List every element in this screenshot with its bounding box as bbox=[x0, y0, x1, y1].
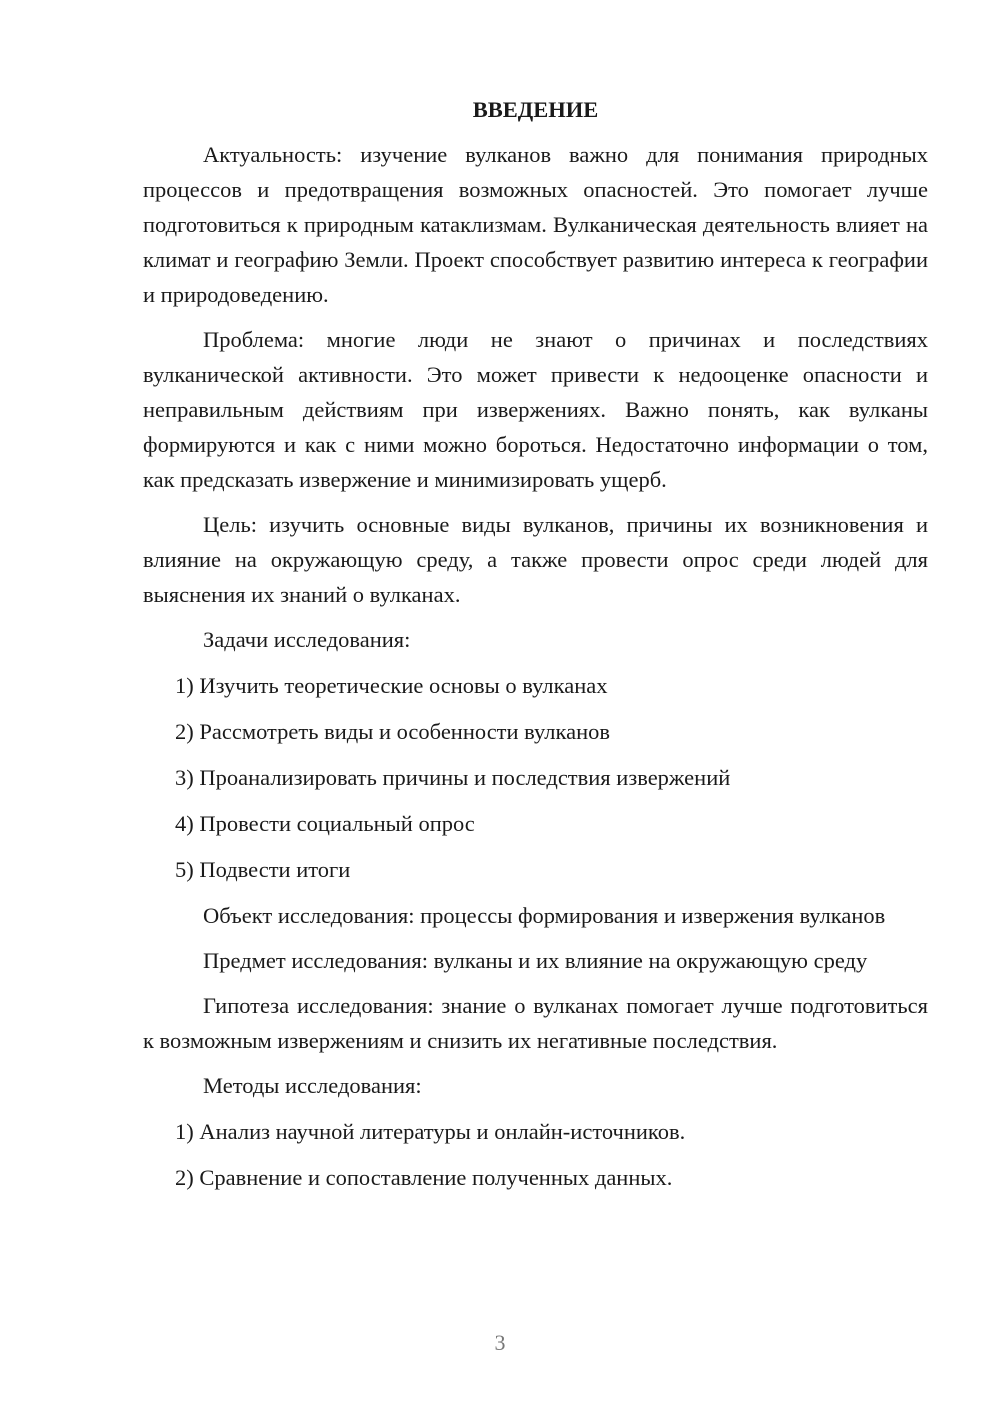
paragraph-object: Объект исследования: процессы формирования и извержения вулканов bbox=[203, 903, 886, 928]
list-item: 1) Анализ научной литературы и онлайн-источников. bbox=[175, 1119, 686, 1144]
list-item: 3) Проанализировать причины и последствия извержений bbox=[175, 765, 731, 790]
list-item: 5) Подвести итоги bbox=[175, 857, 351, 882]
list-item: 2) Сравнение и сопоставление полученных данных. bbox=[175, 1165, 673, 1190]
document-page bbox=[143, 92, 928, 1206]
paragraph-hypothesis: Гипотеза исследования: знание о вулканах помогает лучше подготовиться к возможным извержениям и снизить их негативные последствия. bbox=[143, 993, 928, 1053]
paragraph-relevance: Актуальность: изучение вулканов важно для понимания природных процессов и предотвращения возможных опасностей. Это помогает лучше подготовиться к природным катаклизмам. Вулканическая деятельность влияет на климат и географию Земли. Проект способствует развитию интереса к географии и природоведению. bbox=[143, 142, 928, 307]
paragraph-problem: Проблема: многие люди не знают о причинах и последствиях вулканической активности. Это может привести к недооценке опасности и неправильным действиям при извержениях. Важно понять, как вулканы формируются и как с ними можно бороться. Недостаточно информации о том, как предсказать извержение и минимизировать ущерб. bbox=[143, 327, 928, 492]
paragraph-subject: Предмет исследования: вулканы и их влияние на окружающую среду bbox=[203, 948, 868, 973]
tasks-label: Задачи исследования: bbox=[203, 627, 411, 652]
methods-list bbox=[143, 1114, 928, 1195]
page-title: ВВЕДЕНИЕ bbox=[472, 97, 599, 122]
paragraph-goal: Цель: изучить основные виды вулканов, причины их возникновения и влияние на окружающую среду, а также провести опрос среди людей для выяснения их знаний о вулканах. bbox=[143, 512, 928, 607]
tasks-list bbox=[143, 668, 928, 887]
page-number: 3 bbox=[494, 1330, 506, 1355]
methods-label: Методы исследования: bbox=[203, 1073, 422, 1098]
list-item: 4) Провести социальный опрос bbox=[175, 811, 475, 836]
list-item: 2) Рассмотреть виды и особенности вулканов bbox=[175, 719, 611, 744]
list-item: 1) Изучить теоретические основы о вулканах bbox=[175, 673, 608, 698]
